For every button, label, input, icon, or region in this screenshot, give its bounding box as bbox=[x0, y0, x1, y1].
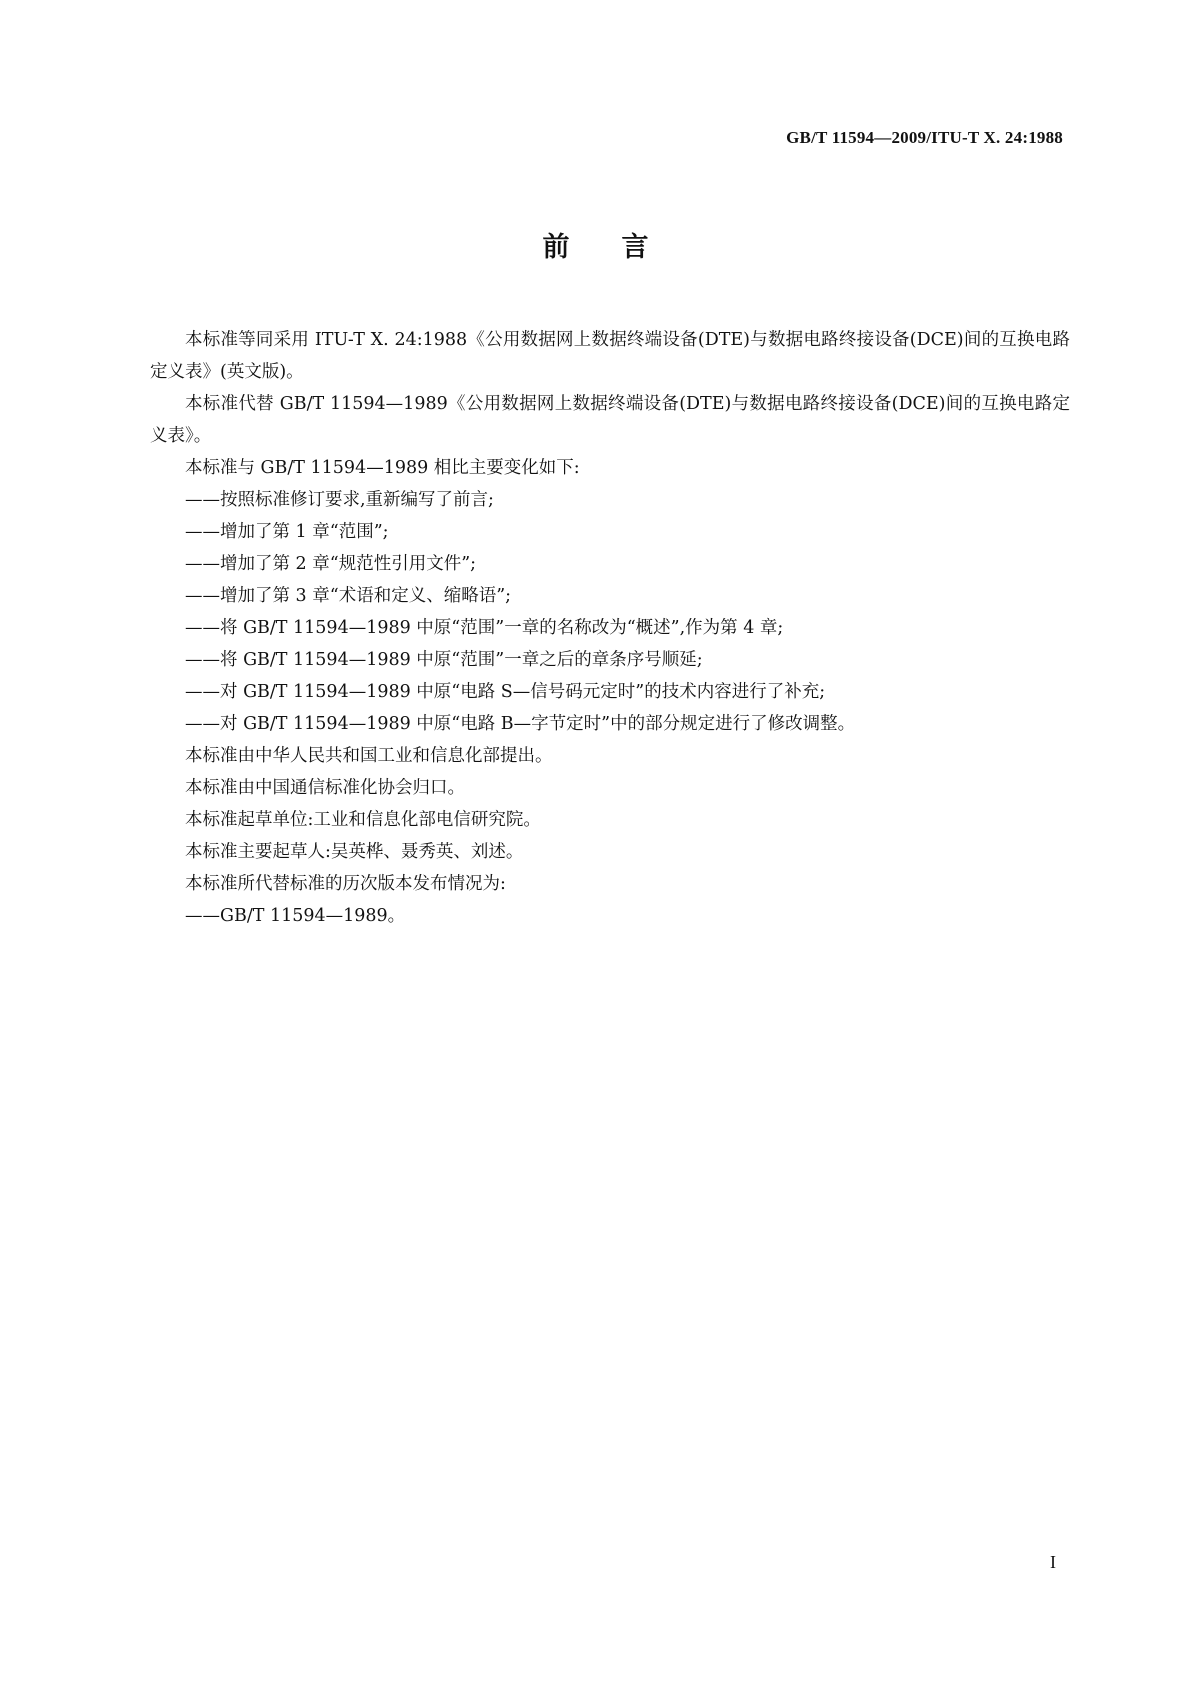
paragraph-replacement: 本标准代替 GB/T 11594—1989《公用数据网上数据终端设备(DTE)与数据电路终接设备(DCE)间的互换电路定义表》。 bbox=[150, 394, 1070, 446]
paragraph-version-history-intro: 本标准所代替标准的历次版本发布情况为: bbox=[185, 874, 506, 894]
list-item: ——按照标准修订要求,重新编写了前言; bbox=[185, 490, 494, 510]
foreword-body bbox=[150, 324, 1070, 932]
list-item: ——将 GB/T 11594—1989 中原“范围”一章之后的章条序号顺延; bbox=[185, 650, 703, 670]
page-number: I bbox=[1050, 1552, 1056, 1572]
paragraph-administrator: 本标准由中国通信标准化协会归口。 bbox=[185, 778, 465, 798]
paragraph-changes-intro: 本标准与 GB/T 11594—1989 相比主要变化如下: bbox=[185, 458, 580, 478]
list-item: ——对 GB/T 11594—1989 中原“电路 B—字节定时”中的部分规定进行了修改调整。 bbox=[185, 714, 856, 734]
paragraph-drafters: 本标准主要起草人:吴英桦、聂秀英、刘述。 bbox=[185, 842, 524, 862]
list-item: ——增加了第 1 章“范围”; bbox=[185, 522, 389, 542]
list-item: ——对 GB/T 11594—1989 中原“电路 S—信号码元定时”的技术内容进行了补充; bbox=[185, 682, 826, 702]
paragraph-adoption: 本标准等同采用 ITU-T X. 24:1988《公用数据网上数据终端设备(DTE)与数据电路终接设备(DCE)间的互换电路定义表》(英文版)。 bbox=[150, 330, 1070, 382]
standard-code-header: GB/T 11594—2009/ITU-T X. 24:1988 bbox=[786, 128, 1063, 147]
page-title: 前言 bbox=[542, 232, 701, 263]
list-item: ——将 GB/T 11594—1989 中原“范围”一章的名称改为“概述”,作为第 4 章; bbox=[185, 618, 784, 638]
paragraph-drafting-unit: 本标准起草单位:工业和信息化部电信研究院。 bbox=[185, 810, 541, 830]
list-item: ——GB/T 11594—1989。 bbox=[185, 906, 406, 926]
paragraph-proposer: 本标准由中华人民共和国工业和信息化部提出。 bbox=[185, 746, 553, 766]
list-item: ——增加了第 3 章“术语和定义、缩略语”; bbox=[185, 586, 512, 606]
list-item: ——增加了第 2 章“规范性引用文件”; bbox=[185, 554, 477, 574]
